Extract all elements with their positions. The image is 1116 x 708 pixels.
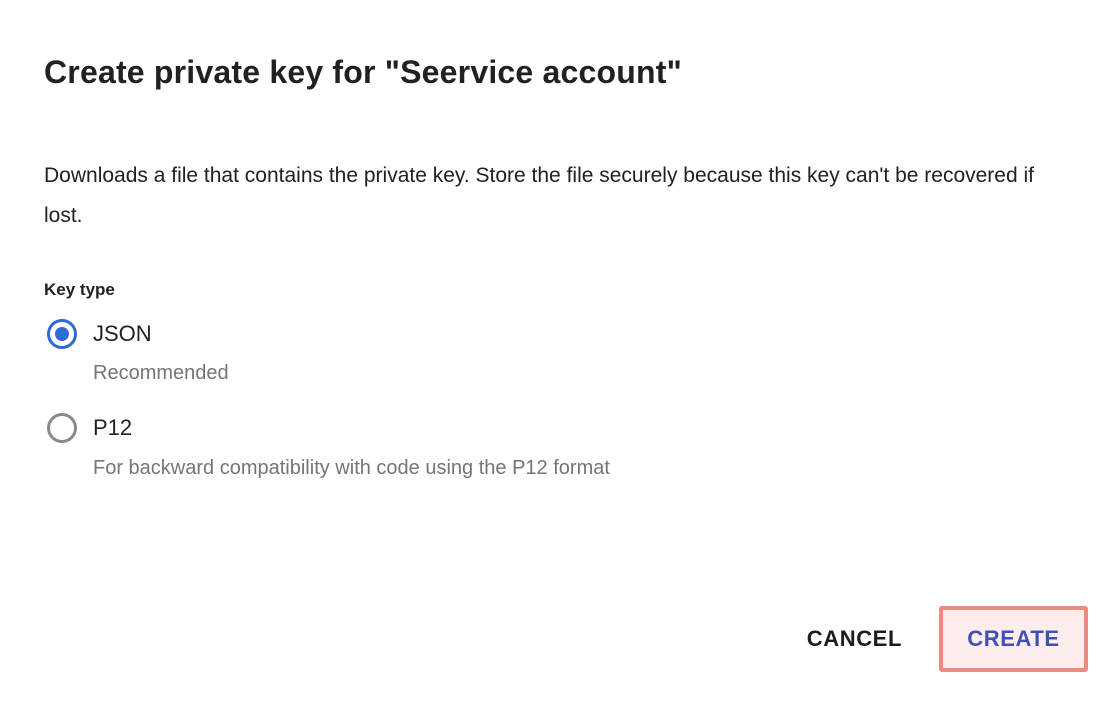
radio-p12-label: P12 <box>93 415 133 440</box>
create-button[interactable]: CREATE <box>957 618 1069 660</box>
radio-json-icon[interactable] <box>47 319 77 349</box>
key-type-label: Key type <box>44 280 115 299</box>
dialog-actions <box>44 606 1072 672</box>
radio-p12-helper: For backward compatibility with code using the P12 format <box>93 457 610 479</box>
radio-p12-icon[interactable] <box>47 413 77 443</box>
radio-json-label: JSON <box>93 321 152 346</box>
radio-option-json[interactable] <box>44 316 1072 352</box>
radio-json-helper: Recommended <box>93 362 229 384</box>
dialog-description: Downloads a file that contains the private key. Store the file securely because this key can't be recovered if lost. <box>44 164 1034 227</box>
dialog-title: Create private key for "Seervice account" <box>44 54 682 90</box>
radio-option-p12[interactable] <box>44 410 1072 446</box>
create-button-highlight <box>939 606 1088 672</box>
key-type-radio-group <box>44 316 1072 481</box>
cancel-button[interactable]: CANCEL <box>791 616 918 662</box>
